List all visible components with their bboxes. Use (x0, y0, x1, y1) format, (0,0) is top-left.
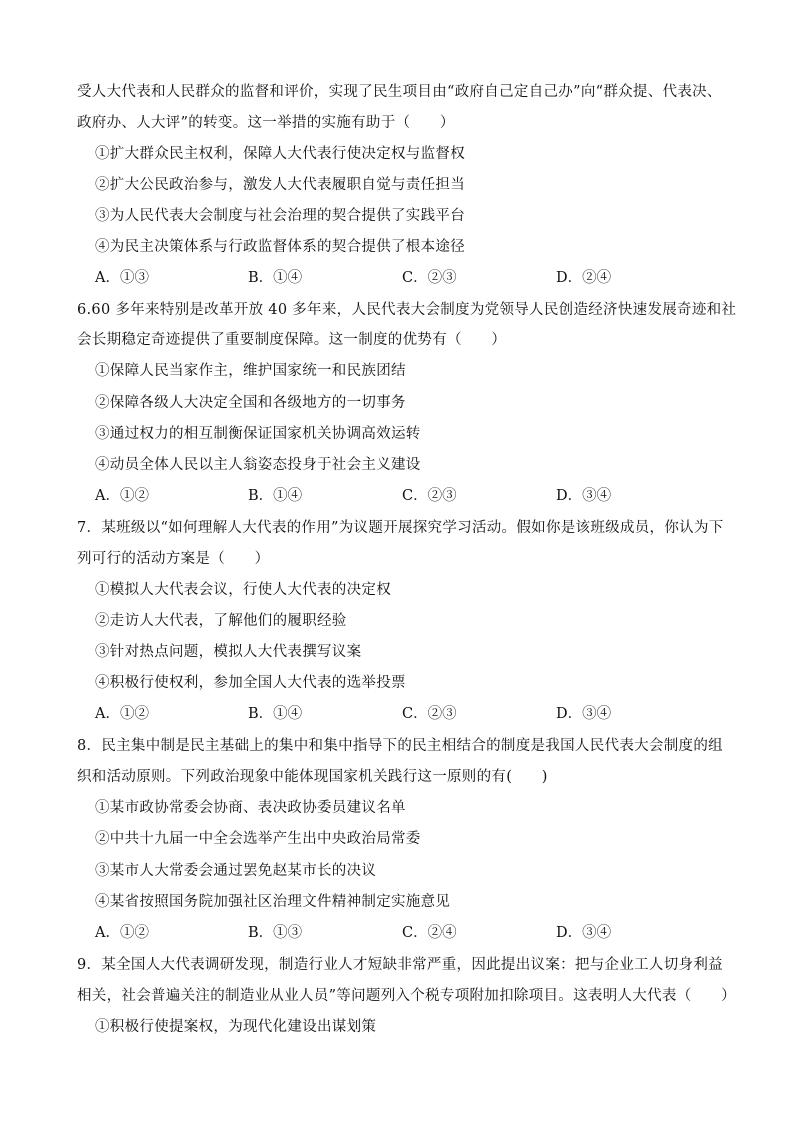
q7-option-3: ③针对热点问题，模拟人大代表撰写议案 (95, 644, 362, 660)
q7-option-1: ①模拟人大代表会议，行使人大代表的决定权 (95, 582, 391, 598)
q6-option-4: ④动员全体人民以主人翁姿态投身于社会主义建设 (95, 457, 421, 473)
q6-answer-row (0, 486, 794, 506)
q5-option-2: ②扩大公民政治参与，激发人大代表履职自觉与责任担当 (95, 177, 465, 193)
q5-answer-d[interactable]: D．②④ (556, 270, 612, 286)
q6-answer-c[interactable]: C．②③ (402, 488, 457, 504)
q8-stem-line1: 8．民主集中制是民主基础上的集中和集中指导下的民主相结合的制度是我国人民代表大会制度的组 (77, 738, 723, 754)
q8-option-2: ②中共十九届一中全会选举产生出中央政治局常委 (95, 831, 421, 847)
q7-option-2: ②走访人大代表，了解他们的履职经验 (95, 613, 347, 629)
q9-option-1: ①积极行使提案权，为现代化建设出谋划策 (95, 1019, 377, 1035)
q9-stem-line2: 相关，社会普遍关注的制造业从业人员”等问题列入个税专项附加扣除项目。这表明人大代表（ ） (77, 988, 736, 1004)
q5-stem-line2: 政府办、人大评”的转变。这一举措的实施有助于（ ） (77, 115, 455, 131)
q7-answer-b[interactable]: B．①④ (248, 706, 303, 722)
q5-answer-a[interactable]: A．①③ (95, 270, 149, 286)
q8-answer-b[interactable]: B．①③ (248, 925, 303, 941)
q5-answer-b[interactable]: B．①④ (248, 270, 303, 286)
q6-answer-a[interactable]: A．①② (95, 488, 149, 504)
q6-stem-line1: 6.60 多年来特别是改革开放 40 多年来，人民代表大会制度为党领导人民创造经济快速发展奇迹和社 (77, 302, 737, 318)
q7-stem-line1: 7．某班级以“如何理解人大代表的作用”为议题开展探究学习活动。假如你是该班级成员，你认为下 (77, 520, 724, 536)
q7-answer-a[interactable]: A．①② (95, 706, 149, 722)
q9-stem-line1: 9．某全国人大代表调研发现，制造行业人才短缺非常严重，因此提出议案：把与企业工人切身利益 (77, 957, 723, 973)
q7-answer-row (0, 704, 794, 724)
q6-option-3: ③通过权力的相互制衡保证国家机关协调高效运转 (95, 426, 421, 442)
q5-answer-c[interactable]: C．②③ (402, 270, 457, 286)
q6-stem-line2: 会长期稳定奇迹提供了重要制度保障。这一制度的优势有（ ） (77, 332, 507, 348)
q6-answer-d[interactable]: D．③④ (556, 488, 612, 504)
q5-option-1: ①扩大群众民主权利，保障人大代表行使决定权与监督权 (95, 146, 465, 162)
q5-answer-row (0, 268, 794, 288)
q7-answer-c[interactable]: C．②③ (402, 706, 457, 722)
q7-option-4: ④积极行使权利，参加全国人大代表的选举投票 (95, 675, 406, 691)
q8-option-1: ①某市政协常委会协商、表决政协委员建议名单 (95, 800, 406, 816)
q5-option-4: ④为民主决策体系与行政监督体系的契合提供了根本途径 (95, 239, 465, 255)
q8-answer-d[interactable]: D．③④ (556, 925, 612, 941)
q8-option-4: ④某省按照国务院加强社区治理文件精神制定实施意见 (95, 894, 451, 910)
q5-stem-line1: 受人大代表和人民群众的监督和评价，实现了民生项目由“政府自己定自己办”向“群众提、代表决、 (77, 84, 722, 100)
q5-option-3: ③为人民代表大会制度与社会治理的契合提供了实践平台 (95, 208, 465, 224)
q8-answer-a[interactable]: A．①② (95, 925, 149, 941)
q7-stem-line2: 列可行的活动方案是（ ） (77, 551, 270, 567)
q6-option-1: ①保障人民当家作主，维护国家统一和民族团结 (95, 363, 406, 379)
q8-answer-c[interactable]: C．②④ (402, 925, 457, 941)
q7-answer-d[interactable]: D．③④ (556, 706, 612, 722)
q8-stem-line2: 织和活动原则。下列政治现象中能体现国家机关践行这一原则的有( ) (77, 769, 548, 785)
q6-answer-b[interactable]: B．①④ (248, 488, 303, 504)
q8-answer-row (0, 923, 794, 943)
q8-option-3: ③某市人大常委会通过罢免赵某市长的决议 (95, 863, 377, 879)
q6-option-2: ②保障各级人大决定全国和各级地方的一切事务 (95, 395, 406, 411)
